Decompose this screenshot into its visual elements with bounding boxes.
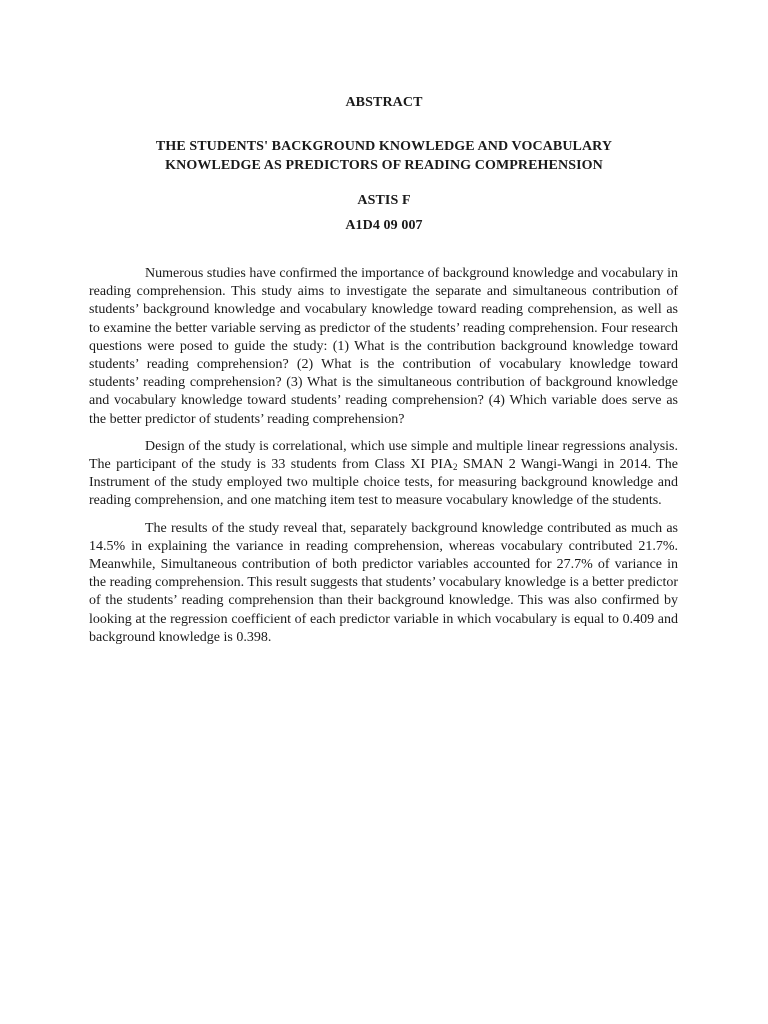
paragraph-2-text-end: SMAN 2 Wangi-Wangi in 2014. The Instrument of the study employed two multiple choice tests, for measuring background knowledge and reading comprehension, and one matching item test to measure vocabulary knowledge of the students.: [89, 457, 678, 509]
class-subscript: 2: [453, 462, 458, 473]
abstract-paragraph-1: Numerous studies have confirmed the importance of background knowledge and vocabulary in reading comprehension. This study aims to investigate the separate and simultaneous contribution of students’ background knowledge and vocabulary knowledge toward reading comprehension, as well as to examine the better variable serving as predictor of the students’ reading comprehension. Four research questions were posed to guide the study: (1) What is the contribution background knowledge toward students’ reading comprehension? (2) What is the contribution of vocabulary knowledge toward students’ reading comprehension? (3) What is the simultaneous contribution of background knowledge and vocabulary knowledge toward students’ reading comprehension? (4) Which variable does serve as the better predictor of students’ reading comprehension?: [89, 266, 678, 427]
abstract-paragraph-2: [89, 438, 678, 511]
thesis-title: [0, 137, 768, 175]
thesis-title-line-1: THE STUDENTS' BACKGROUND KNOWLEDGE AND VOCABULARY: [155, 139, 613, 154]
student-id: A1D4 09 007: [345, 218, 423, 233]
paragraph-2-text-start: Design of the study is correlational, which use simple and multiple linear regressions analysis. The participant of the study is 33 students from Class XI PIA: [89, 438, 678, 473]
abstract-body: [89, 265, 678, 656]
abstract-heading: ABSTRACT: [345, 95, 423, 110]
author-name: ASTIS F: [357, 193, 411, 208]
thesis-title-line-2: KNOWLEDGE AS PREDICTORS OF READING COMPREHENSION: [165, 158, 603, 173]
abstract-paragraph-3: The results of the study reveal that, separately background knowledge contributed as much as 14.5% in explaining the variance in reading comprehension, whereas vocabulary contributed 21.7%. Meanwhile, Simultaneous contribution of both predictor variables accounted for 27.7% of variance in the reading comprehension. This result suggests that students’ vocabulary knowledge is a better predictor of the students’ reading comprehension than their background knowledge. This was also confirmed by looking at the regression coefficient of each predictor variable in which vocabulary is equal to 0.409 and background knowledge is 0.398.: [89, 520, 678, 645]
